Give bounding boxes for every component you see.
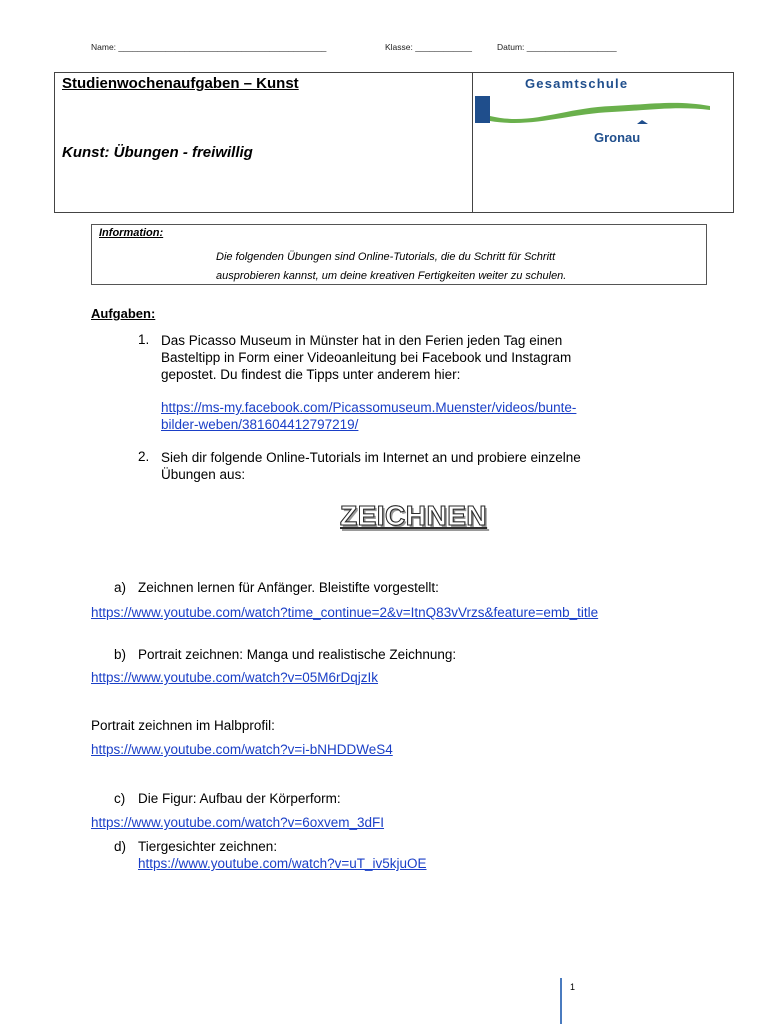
- link-line[interactable]: https://ms-my.facebook.com/Picassomuseum.Muenster/videos/bunte-: [161, 400, 577, 415]
- item-label: b): [114, 647, 127, 662]
- item-label: a): [114, 580, 127, 595]
- logo-accent: [637, 120, 648, 124]
- page-title: Studienwochenaufgaben – Kunst: [62, 75, 299, 92]
- item-text: Portrait zeichnen im Halbprofil:: [91, 718, 275, 733]
- item-label: c): [114, 791, 126, 806]
- school-logo-name: Gesamtschule: [525, 76, 629, 91]
- school-logo-graphic: [472, 94, 717, 128]
- task-2-text: [161, 449, 721, 483]
- page-subtitle: Kunst: Übungen - freiwillig: [62, 144, 253, 161]
- item-text: Portrait zeichnen: Manga und realistische Zeichnung:: [138, 647, 457, 662]
- tutorial-link-a[interactable]: https://www.youtube.com/watch?time_continue=2&v=ItnQ83vVrzs&feature=emb_title: [91, 605, 599, 620]
- school-logo-city: Gronau: [594, 130, 641, 145]
- task-line: Sieh dir folgende Online-Tutorials im Internet an und probiere einzelne: [161, 450, 581, 465]
- item-text: Zeichnen lernen für Anfänger. Bleistifte vorgestellt:: [138, 580, 439, 595]
- item-text: Die Figur: Aufbau der Körperform:: [138, 791, 341, 806]
- task-line: Das Picasso Museum in Münster hat in den Ferien jeden Tag einen: [161, 333, 563, 348]
- information-text: [216, 248, 686, 286]
- picasso-link[interactable]: [161, 399, 576, 433]
- item-label: d): [114, 839, 127, 854]
- task-number: 2.: [138, 449, 150, 464]
- item-text: Tiergesichter zeichnen:: [138, 839, 278, 854]
- information-title: Information:: [99, 227, 164, 239]
- task-1-text: [161, 332, 721, 383]
- name-field: Name: ____________________________________________: [91, 42, 327, 52]
- zeichnen-heading: ZEICHNEN: [340, 500, 488, 531]
- tutorial-link-halbprofil[interactable]: https://www.youtube.com/watch?v=i-bNHDDWeS4: [91, 742, 393, 757]
- task-line: Übungen aus:: [161, 467, 246, 482]
- information-line: ausprobieren kannst, um deine kreativen Fertigkeiten weiter zu schulen.: [216, 270, 567, 282]
- logo-wave: [490, 103, 710, 123]
- datum-field: Datum: ___________________: [497, 42, 617, 52]
- tutorial-link-b[interactable]: https://www.youtube.com/watch?v=05M6rDqjzIk: [91, 670, 379, 685]
- task-line: gepostet. Du findest die Tipps unter anderem hier:: [161, 367, 461, 382]
- page-number: 1: [570, 982, 576, 992]
- task-number: 1.: [138, 332, 150, 347]
- information-line: Die folgenden Übungen sind Online-Tutorials, die du Schritt für Schritt: [216, 251, 556, 263]
- klasse-field: Klasse: ____________: [385, 42, 472, 52]
- tutorial-link-c[interactable]: https://www.youtube.com/watch?v=6oxvem_3dFI: [91, 815, 385, 830]
- task-line: Basteltipp in Form einer Videoanleitung bei Facebook und Instagram: [161, 350, 572, 365]
- link-line[interactable]: bilder-weben/381604412797219/: [161, 417, 359, 432]
- logo-bar: [475, 96, 490, 123]
- tutorial-link-d[interactable]: https://www.youtube.com/watch?v=uT_iv5kjuOE: [138, 856, 427, 871]
- page-number-rule: [560, 978, 562, 1024]
- tasks-heading: Aufgaben:: [91, 306, 156, 321]
